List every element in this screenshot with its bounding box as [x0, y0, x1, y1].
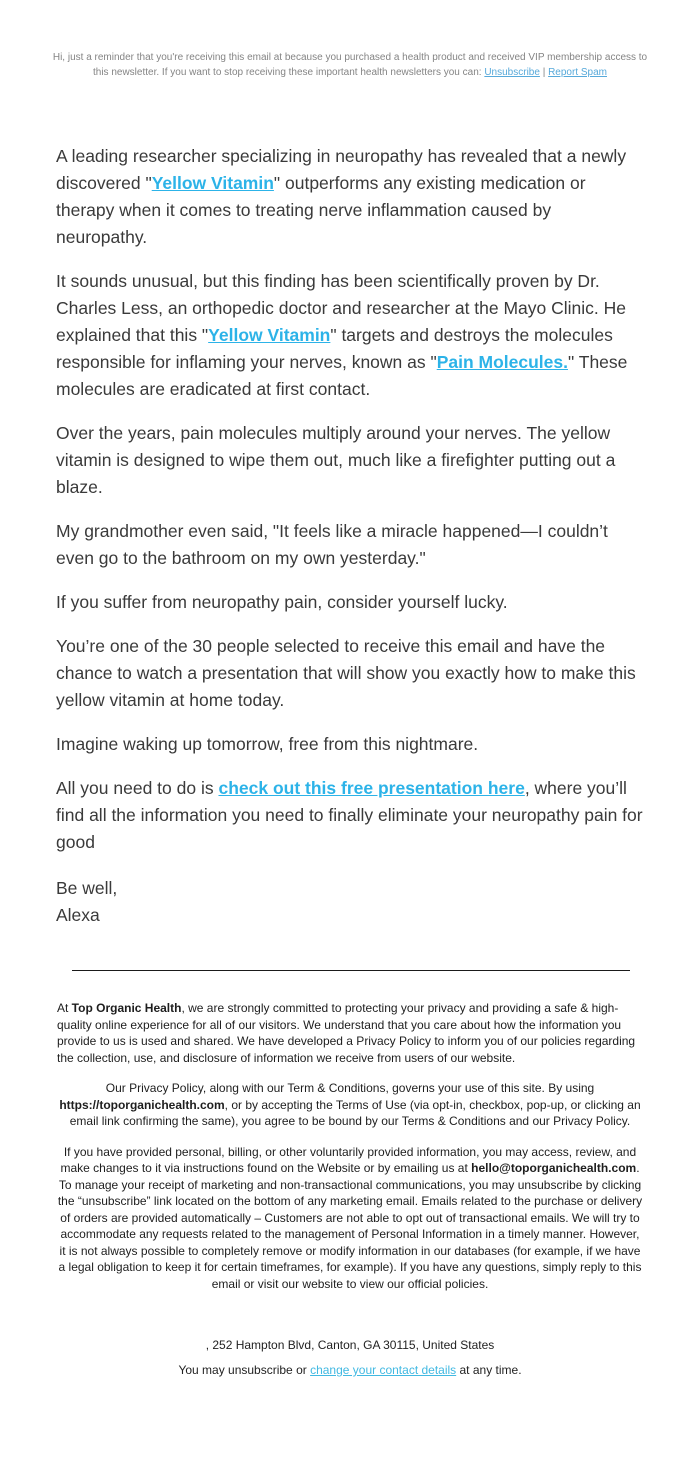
paragraph-lucky: If you suffer from neuropathy pain, consider yourself lucky.	[56, 592, 508, 612]
paragraph-intro	[56, 143, 644, 251]
paragraph-grandmother: My grandmother even said, "It feels like a miracle happened—I couldn’t even go to the bathroom on my own yesterday."	[56, 521, 608, 568]
unsubscribe-footer-text-end: at any time.	[456, 1363, 522, 1377]
postal-address: , 252 Hampton Blvd, Canton, GA 30115, United States	[205, 1338, 495, 1352]
footer-privacy-text-end: , we are strongly committed to protecting your privacy and providing a safe & high-quality online experience for all of our visitors. We understand that you care about how the information you provide to us is used and shared. We have developed a Privacy Policy to inform you of our policies regarding the collection, use, and disclosure of information we receive from users of our website.	[57, 1001, 636, 1065]
paragraph-selected: You’re one of the 30 people selected to receive this email and have the chance to watch a presentation that will show you exactly how to make this yellow vitamin at home today.	[56, 636, 636, 710]
preheader	[44, 0, 656, 80]
signoff-closing: Be well,	[56, 878, 118, 898]
paragraph-doctor-text-end: " These molecules are eradicated at first contact.	[56, 352, 628, 399]
report-spam-link[interactable]: Report Spam	[548, 67, 607, 78]
paragraph-doctor-text-mid: " targets and destroys the molecules responsible for inflaming your nerves, known as "	[56, 325, 613, 372]
preheader-text: Hi, just a reminder that you're receiving this email at because you purchased a health product and received VIP membership access to this newsletter. If you want to stop receiving these important health newsletters you can:	[52, 52, 648, 78]
paragraph-intro-text: A leading researcher specializing in neuropathy has revealed that a newly discovered "	[56, 146, 627, 193]
footer-data-text: If you have provided personal, billing, or other voluntarily provided information, you may access, review, and make changes to it via instructions found on the Website or by emailing us at	[60, 1144, 637, 1175]
paragraph-cta-text-end: , where you’ll find all the information you need to finally eliminate your neuropathy pain for good	[56, 778, 643, 852]
yellow-vitamin-link-1[interactable]: Yellow Vitamin	[151, 173, 274, 193]
unsubscribe-footer	[0, 1362, 700, 1378]
unsubscribe-link[interactable]: Unsubscribe	[484, 67, 540, 78]
footer-terms-text: Our Privacy Policy, along with our Term & Conditions, governs your use of this site. By using	[105, 1081, 595, 1095]
yellow-vitamin-link-2[interactable]: Yellow Vitamin	[208, 325, 331, 345]
footer-terms-paragraph	[57, 1080, 643, 1130]
paragraph-cta	[56, 775, 644, 856]
footer-privacy-text: At	[57, 1001, 72, 1015]
footer-divider	[72, 970, 630, 971]
pain-molecules-link[interactable]: Pain Molecules.	[436, 352, 568, 372]
website-url: https://toporganichealth.com	[59, 1097, 225, 1112]
free-presentation-link[interactable]: check out this free presentation here	[218, 778, 525, 798]
paragraph-imagine: Imagine waking up tomorrow, free from this nightmare.	[56, 734, 479, 754]
footer-data-text-end: . To manage your receipt of marketing and non-transactional communications, you may unsubscribe by clicking the “unsubscribe” link located on the bottom of any marketing email. Emails related to the purchase or delivery of orders are provided automatically – Customers are not able to opt out of transactional emails. We will try to accommodate any requests related to the management of Personal Information in a timely manner. However, it is not always possible to completely remove or modify information in our databases (for example, if we have a legal obligation to keep it for certain timeframes, for example). If you have any questions, simply reply to this email or visit our website to view our official policies.	[57, 1161, 643, 1291]
preheader-separator: |	[539, 67, 549, 78]
privacy-footer	[57, 1000, 643, 1292]
footer-data-paragraph	[57, 1144, 643, 1293]
paragraph-cta-text: All you need to do is	[56, 778, 219, 798]
footer-privacy-paragraph	[57, 1000, 643, 1066]
paragraph-firefighter: Over the years, pain molecules multiply around your nerves. The yellow vitamin is designed to wipe them out, much like a firefighter putting out a blaze.	[56, 423, 616, 497]
paragraph-doctor-text: It sounds unusual, but this finding has been scientifically proven by Dr. Charles Less, an orthopedic doctor and researcher at the Mayo Clinic. He explained that this "	[56, 271, 627, 345]
footer-terms-text-end: , or by accepting the Terms of Use (via opt-in, checkbox, pop-up, or clicking an email link confirming the same), you agree to be bound by our Terms & Conditions and our Privacy Policy.	[69, 1097, 641, 1128]
contact-email: hello@toporganichealth.com	[471, 1161, 637, 1175]
signoff-name: Alexa	[56, 905, 100, 925]
brand-name: Top Organic Health	[71, 1001, 182, 1015]
signoff	[56, 875, 644, 929]
unsubscribe-footer-text: You may unsubscribe or	[178, 1363, 311, 1377]
change-contact-details-link[interactable]: change your contact details	[310, 1363, 457, 1377]
paragraph-doctor	[56, 268, 644, 403]
paragraph-intro-text-end: " outperforms any existing medication or therapy when it comes to treating nerve inflammation caused by neuropathy.	[56, 173, 586, 247]
email-body	[56, 80, 644, 929]
